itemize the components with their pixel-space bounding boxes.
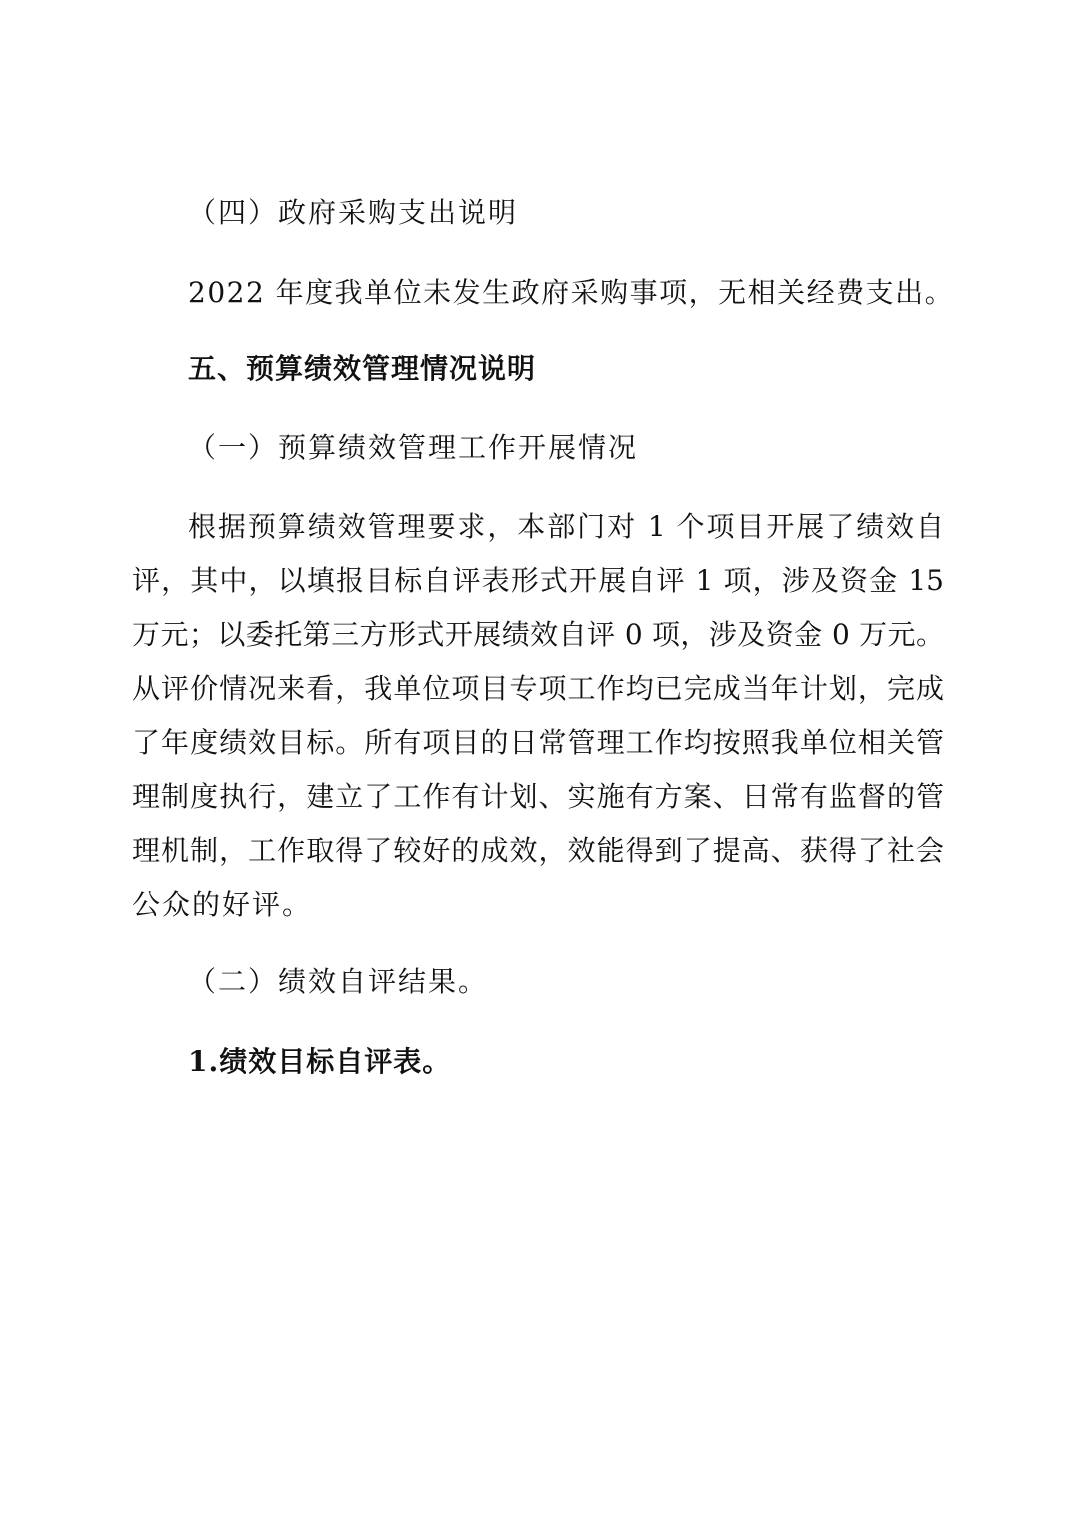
paragraph-line: 根据预算绩效管理要求，本部门对 1 个项目开展了绩效自: [188, 510, 944, 543]
paragraph-line: 从评价情况来看，我单位项目专项工作均已完成当年计划，完成: [132, 672, 944, 705]
procurement-statement: 2022 年度我单位未发生政府采购事项，无相关经费支出。: [188, 276, 955, 309]
paragraph-line: 万元；以委托第三方形式开展绩效自评 0 项，涉及资金 0 万元。: [132, 618, 944, 651]
section-heading-budget-performance: 五、预算绩效管理情况说明: [188, 352, 537, 385]
item-performance-target-table: 1.绩效目标自评表。: [188, 1045, 452, 1078]
performance-paragraph: [132, 507, 944, 939]
paragraph-line: 公众的好评。: [132, 888, 313, 921]
paragraph-line: 理制度执行，建立了工作有计划、实施有方案、日常有监督的管: [132, 780, 944, 813]
subheading-government-procurement: （四）政府采购支出说明: [188, 196, 519, 229]
subheading-self-evaluation-results: （二）绩效自评结果。: [188, 965, 489, 998]
paragraph-line: 理机制，工作取得了较好的成效，效能得到了提高、获得了社会: [132, 834, 944, 867]
paragraph-line: 评，其中，以填报目标自评表形式开展自评 1 项，涉及资金 15: [132, 564, 944, 597]
subheading-performance-work: （一）预算绩效管理工作开展情况: [188, 431, 639, 464]
paragraph-line: 了年度绩效目标。所有项目的日常管理工作均按照我单位相关管: [132, 726, 944, 759]
